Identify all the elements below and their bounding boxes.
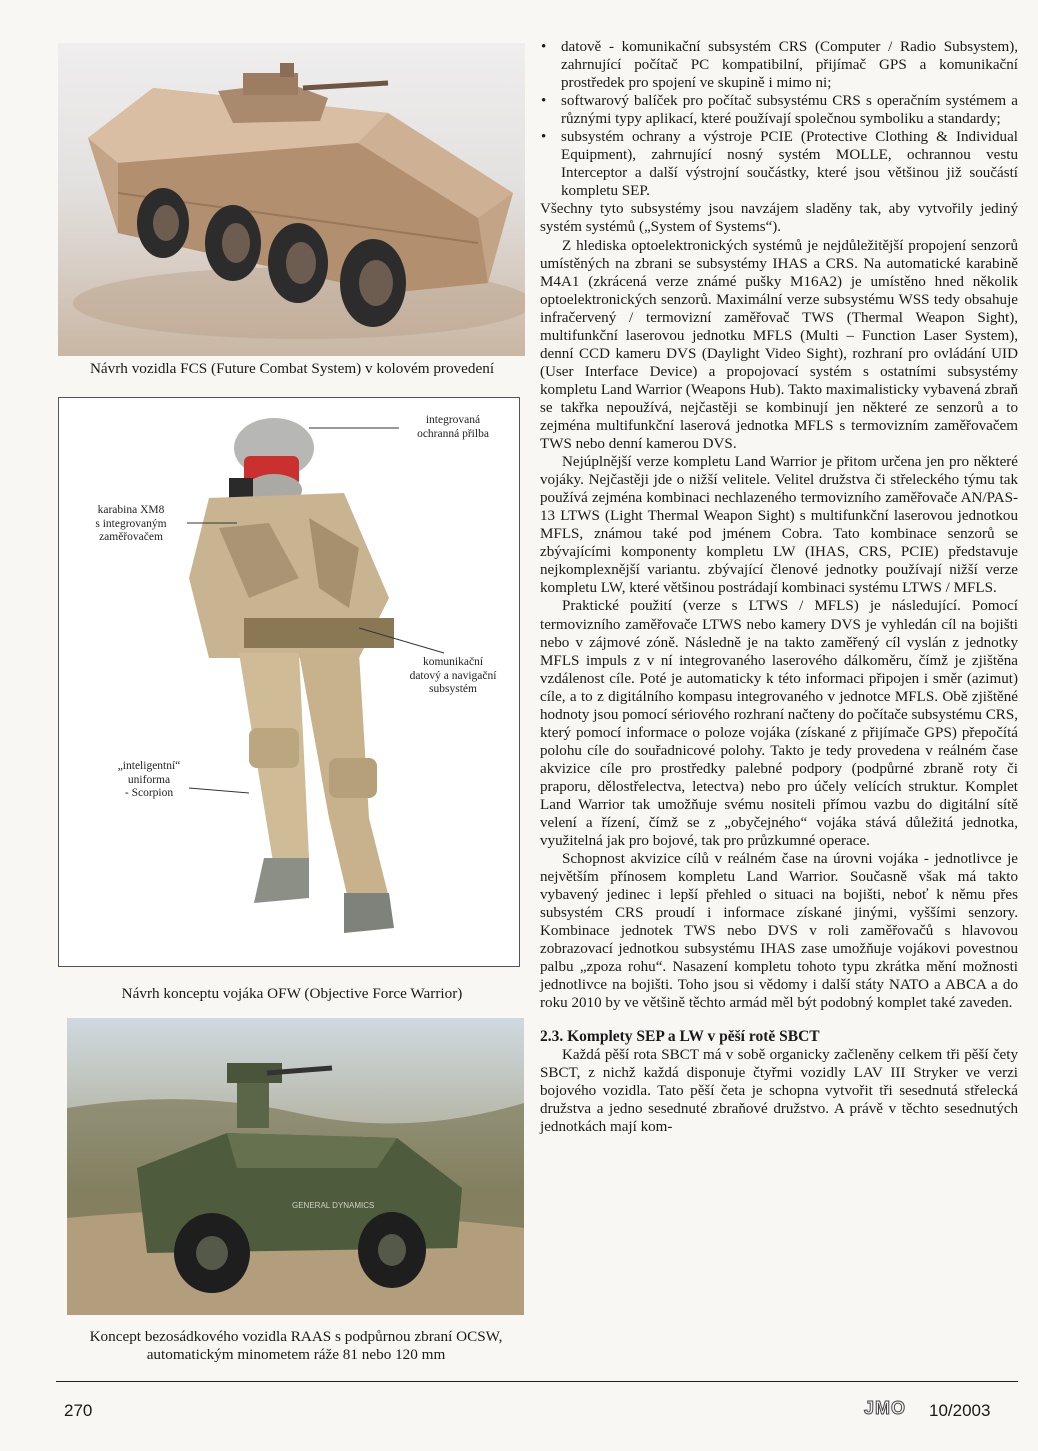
callout-helmet — [399, 414, 507, 441]
callout-uniform-line1: „inteligentní“ — [117, 760, 181, 772]
caption-ofw: Návrh konceptu vojáka OFW (Objective Force Warrior) — [121, 985, 463, 1002]
callout-uniform-line2: uniforma — [127, 773, 171, 786]
article-column — [540, 38, 1018, 1136]
callout-uniform — [99, 760, 199, 801]
subsystem-list — [540, 38, 1018, 200]
callout-rifle-line3: zaměřovačem — [99, 531, 163, 543]
page-number: 270 — [64, 1401, 93, 1420]
callout-helmet-line1: integrovaná — [425, 414, 481, 426]
figure-ofw-soldier — [58, 397, 520, 967]
caption-raas-line2: automatickým minometem ráže 81 nebo 120 mm — [146, 1346, 446, 1363]
list-item: • datově - komunikační subsystém CRS (Computer / Radio Subsystem), zahrnující počítač PC kompatibilní, přijímač GPS a komunikační prostředek pro spojení ve skupině i mimo ni; — [540, 38, 1018, 92]
paragraph: Každá pěší rota SBCT má v sobě organicky začleněny celkem tři pěší čety SBCT, z nichž každá disponuje čtyřmi vozidly LAV III Stryker ve verzi bojového vozidla. Tato pěší četa je schopna vytvořit tři sesednutá střelecká družstva a jedno sesednuté zbraňové družstvo. A právě v těchto sesednutých jednotkách mají kom- — [540, 1046, 1018, 1135]
callout-comm-line2: datový a navigační — [409, 669, 497, 682]
callout-uniform-line3: - Scorpion — [124, 787, 174, 799]
caption-fcs: Návrh vozidla FCS (Future Combat System) v kolovém provedení — [89, 360, 495, 377]
caption-raas-line1: Koncept bezosádkového vozidla RAAS s podpůrnou zbraní OCSW, — [89, 1328, 503, 1345]
footer-divider — [56, 1381, 1018, 1382]
paragraph: Praktické použití (verze s LTWS / MFLS) je následující. Pomocí termovizního zaměřovače LTWS nebo kamery DVS je vyhledán cíl na bojišti nebo v zájmové zóně. Následně je na takto zaměřený cíl vyslán z jednotky MFLS impuls z v ní integrovaného laserového dálkoměru, čímž je zjištěna vzdálenost cíle. Poté je automaticky k této informaci připojen i směr (azimut) cíle, a to z digitálního kompasu integrovaného v jednotce MFLS. Obě zjištěné hodnoty jsou pomocí sériového rozhraní načteny do počítače subsystému CRS, který pomocí informace o poloze vojáka (získané z přijímače GPS) přepočítá polohu cíle do souřadnicové polohy. Takto je tedy provedena v reálném čase akvizice cíle pro prostředky palebné podpory (podpůrné zbraně roty či praporu, dělostřelectva, letectva) nebo pro účely velících struktur. Komplet Land Warrior tak umožňuje svému nositeli přímou vazbu do digitální sítě velení a řízení, čímž se z „obyčejného“ vojáka stává důležitá jednotka, využitelná jak pro bojové, tak pro průzkumné operace. — [540, 598, 1018, 850]
paragraph: Z hlediska optoelektronických systémů je nejdůležitější propojení senzorů umístěných na zbrani se subsystémy IHAS a CRS. Na automatické karabině M4A1 (zkrácená verze známé pušky M16A2) je umístěno hned několik optoelektronických senzorů. Maximální verze subsystému WSS tedy obsahuje infračervený / termovizní zaměřovač TWS (Thermal Weapon Sight), multifunkční laserovou jednotku MFLS (Multi – Function Laser System), denní CCD kameru DVS (Daylight Video Sight), rozhraní pro ovládání UID (User Interface Device) a propojovací systém s ostatními subsystémy kompletu Land Warrior (Weapons Hub). Takto maximalisticky vybavená zbraň se takřka nepoužívá, nejčastěji se kombinují jen některé ze senzorů a to zejména multifunkční laserová jednotka MFLS s termovizním zaměřovačem TWS nebo denní kamerou DVS. — [540, 237, 1018, 453]
section-heading: 2.3. Komplety SEP a LW v pěší rotě SBCT — [540, 1027, 820, 1045]
caption-raas — [56, 1328, 536, 1364]
callout-comm-line1: komunikační — [422, 656, 484, 668]
callout-comm-line3: subsystém — [429, 683, 477, 695]
vehicle-marking-text: GENERAL DYNAMICS — [292, 1201, 375, 1210]
list-item: • subsystém ochrany a výstroje PCIE (Protective Clothing & Individual Equipment), zahrnující nosný systém MOLLE, ochrannou vestu Interceptor a další výstrojní součástky, které jsou většinou již součástí kompletu SEP. — [540, 128, 1018, 200]
raas-vehicle-illustration — [67, 1018, 524, 1315]
callout-rifle — [75, 504, 187, 545]
figure-raas-vehicle — [67, 1018, 524, 1315]
fcs-vehicle-illustration — [58, 43, 525, 356]
list-item: • softwarový balíček pro počítač subsystému CRS s operačním systémem a různými typy aplikací, které používají společnou symboliku a standardy; — [540, 92, 1018, 128]
callout-comm — [393, 656, 513, 697]
paragraph: Schopnost akvizice cílů v reálném čase na úrovni vojáka - jednotlivce je největším přínosem kompletu Land Warrior. Současně však má takto vybavený jedinec i lepší přehled o situaci na bojišti, neboť k němu přes subsystém CRS proudí i informace získané jinými, vyššími senzory. Kombinace jednotek TWS nebo DVS v roli zaměřovačů s hlavovou zobrazovací jednotkou subsystému IHAS zase umožňuje vojákovi povestnou palbu „zpoza rohu“. Nasazení kompletu tohoto typu zkrátka mění možnosti jednotlivce na bojišti. Toho jsou si vědomy i další státy NATO a ABCA a do roku 2010 by ve většině těchto armád měl být podobný komplet také zaveden. — [540, 851, 1018, 1012]
journal-logo: JMO — [864, 1398, 907, 1418]
paragraph: Všechny tyto subsystémy jsou navzájem sladěny tak, aby vytvořily jediný systém systémů („System of Systems“). — [540, 201, 1018, 236]
callout-helmet-line2: ochranná přilba — [417, 427, 489, 440]
paragraph: Nejúplnější verze kompletu Land Warrior je přitom určena jen pro některé vojáky. Nejčastěji jde o nižší velitele. Velitel družstva či střeleckého týmu tak používá zejména kombinaci nechlazeného termovizního zaměřovače AN/PAS-13 LTWS (Light Thermal Weapon Sight) s multifunkční laserovou jednotkou MFLS, známou také pod jménem Cobra. Tato kombinace senzorů se zbývajícími komponenty kompletu LW (IHAS, CRS, PCIE) představuje nejkomplexnější variantu. zbývající členové jednotky používají nižší verze kompletu LW, které většinou postrádají kombinaci systému LTWS / MFLS. — [540, 454, 1018, 597]
callout-rifle-line1: karabina XM8 — [97, 504, 165, 516]
figure-fcs-vehicle — [58, 43, 525, 356]
issue-number: 10/2003 — [929, 1401, 991, 1420]
callout-rifle-line2: s integrovaným — [95, 517, 167, 530]
